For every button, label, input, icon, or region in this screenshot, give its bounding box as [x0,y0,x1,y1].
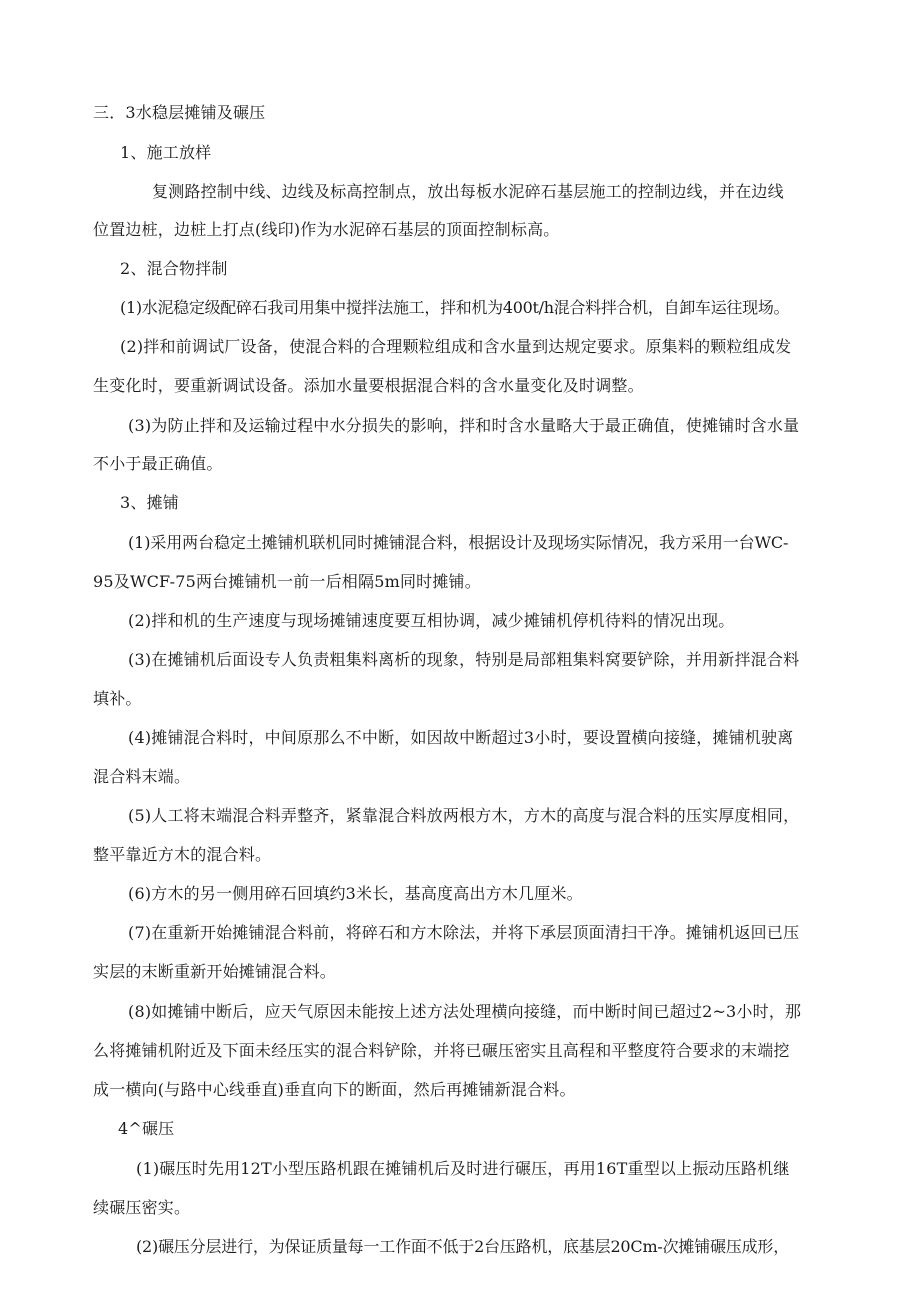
paragraph-line: 续碾压密实。 [93,1198,191,1217]
paragraph-line: (1)水泥稳定级配碎石我司用集中搅拌法施工，拌和机为400t/h混合料拌合机，自卸车运往现场。 [120,298,790,317]
paragraph-line: (2)碾压分层进行，为保证质量每一工作面不低于2台压路机，底基层20Cm-次摊铺碾压成形， [136,1237,790,1256]
paragraph-line: (2)拌和机的生产速度与现场摊铺速度要互相协调，减少摊铺机停机待料的情况出现。 [128,611,735,630]
paragraph-line: (8)如摊铺中断后，应天气原因未能按上述方法处理横向接缝，而中断时间已超过2~3小时，那 [128,1002,802,1021]
paragraph-line: (1)采用两台稳定土摊铺机联机同时摊铺混合料，根据设计及现场实际情况，我方采用一台WC- [128,533,789,552]
subsection-title-4: 4^碾压 [118,1119,175,1138]
paragraph-line: 95及WCF-75两台摊铺机一前一后相隔5m同时摊铺。 [93,572,481,591]
paragraph-line: 填补。 [93,689,142,708]
section-title: 三．3水稳层摊铺及碾压 [93,103,266,122]
paragraph-line: (7)在重新开始摊铺混合料前，将碎石和方木除法，并将下承层顶面清扫干净。摊铺机返回已压 [128,923,800,942]
paragraph-line: 成一横向(与路中心线垂直)垂直向下的断面，然后再摊铺新混合料。 [93,1080,576,1099]
paragraph-line: (4)摊铺混合料时，中间原那么不中断，如因故中断超过3小时，要设置横向接缝，摊铺机驶离 [128,728,794,747]
paragraph-line: 复测路控制中线、边线及标高控制点，放出每板水泥碎石基层施工的控制边线，并在边线 [152,182,784,201]
paragraph-line: 实层的末断重新开始摊铺混合料。 [93,962,337,981]
subsection-title-3: 3、摊铺 [120,493,179,512]
paragraph-line: 混合料末端。 [93,767,191,786]
subsection-title-1: 1、施工放样 [120,143,212,162]
paragraph-line: 整平靠近方木的混合料。 [93,845,272,864]
paragraph-line: (6)方木的另一侧用碎石回填约3米长，基高度高出方木几厘米。 [128,884,583,903]
subsection-title-2: 2、混合物拌制 [120,259,228,278]
paragraph-line: 么将摊铺机附近及下面未经压实的混合料铲除，并将已碾压密实且高程和平整度符合要求的末端挖 [93,1041,790,1060]
paragraph-line: (1)碾压时先用12T小型压路机跟在摊铺机后及时进行碾压，再用16T重型以上振动压路机继 [136,1159,790,1178]
paragraph-line: 不小于最正确值。 [93,454,223,473]
paragraph-line: (5)人工将末端混合料弄整齐，紧靠混合料放两根方木，方木的高度与混合料的压实厚度相同， [128,806,800,825]
paragraph-line: 位置边桩，边桩上打点(线印)作为水泥碎石基层的顶面控制标高。 [93,220,560,239]
paragraph-line: (3)为防止拌和及运输过程中水分损失的影响，拌和时含水量略大于最正确值，使摊铺时含水量 [128,416,800,435]
paragraph-line: 生变化时，要重新调试设备。添加水量要根据混合料的含水量变化及时调整。 [93,376,644,395]
paragraph-line: (3)在摊铺机后面设专人负责粗集料离析的现象，特别是局部粗集料窝要铲除，并用新拌混合料 [128,650,800,669]
paragraph-line: (2)拌和前调试厂设备，使混合料的合理颗粒组成和含水量到达规定要求。原集料的颗粒组成发 [120,337,792,356]
